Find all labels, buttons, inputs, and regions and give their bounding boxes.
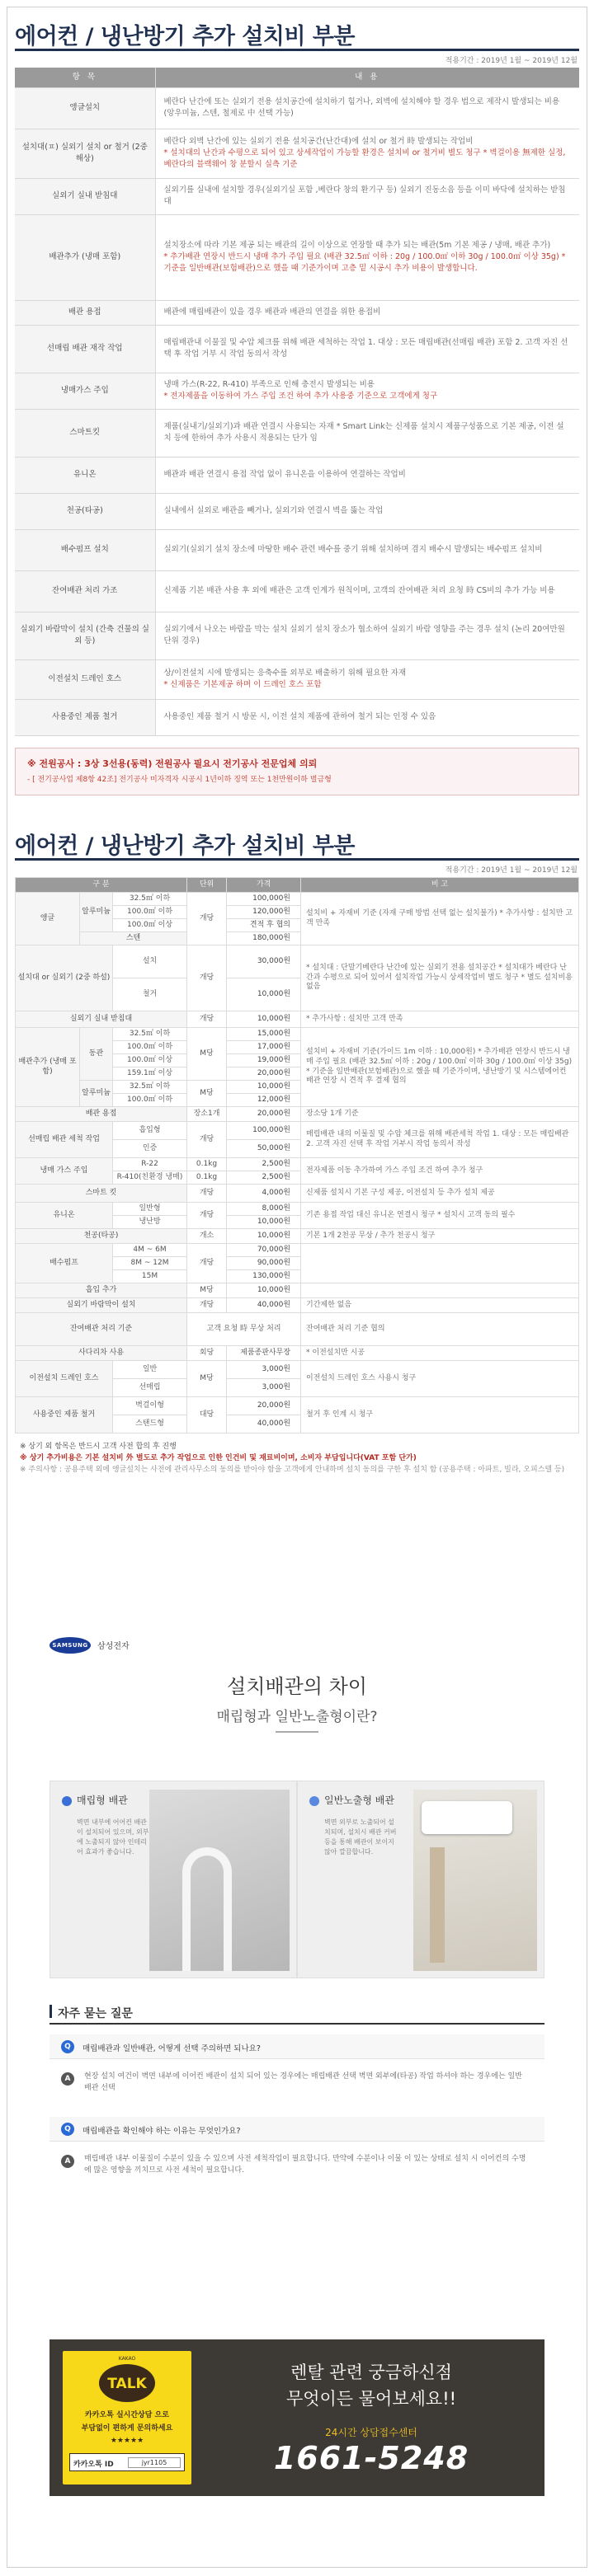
bullet-icon [309, 1796, 319, 1806]
kakao-line-2: 부담없이 편하게 문의하세요 [81, 2424, 173, 2433]
question-text: 매립배관을 확인해야 하는 이유는 무엇인가요? [82, 2127, 241, 2136]
table-row [15, 178, 579, 214]
cell-unit: M당 [187, 1283, 227, 1298]
cell-note: 기본 1개 2천공 무상 / 추가 천공시 청구 [301, 1229, 579, 1244]
cell-note: 이전설치 드레인 호스 사용시 청구 [301, 1361, 579, 1397]
row-desc [155, 300, 579, 325]
cell-category: 배관추가 (냉매 포함) [16, 1028, 80, 1107]
cell-note: * 설치대 : 단말기베란다 난간에 있는 실외기 전용 설치공간 * 설치대가 베란다 난간과 수평으로 되어 있어서 설치작업 가능시 상세작업비 별도 청구 * 별도 설치비용 없음 [301, 945, 579, 1011]
cell-category: 흡입 추가 [16, 1283, 187, 1298]
cell-sub: 스탠드형 [113, 1415, 187, 1433]
cell-unit: 개당 [187, 893, 227, 945]
header-note: 비 고 [301, 878, 579, 893]
power-notice-title: ※ 전원공사 : 3상 3선용(동력) 전원공사 필요시 전기공사 전문업체 의뢰 [27, 758, 318, 769]
cell-price: 제품종판사무장 [227, 1346, 301, 1361]
question-icon: Q [61, 2040, 74, 2053]
row-item: 배수펌프 설치 [15, 529, 155, 570]
kakao-id-box [69, 2453, 185, 2471]
row-item: 스마트킷 [15, 409, 155, 457]
row-item: 천공(타공) [15, 493, 155, 529]
samsung-korean-label: 삼성전자 [97, 1642, 130, 1651]
cell-size: 159.1㎡ 이상 [113, 1067, 187, 1081]
cell-category: 이전설치 드레인 호스 [16, 1361, 113, 1397]
table-row [15, 570, 579, 612]
row-desc [155, 214, 579, 300]
cell-sub: 4M ~ 6M [113, 1244, 187, 1257]
row-desc-text: 상/이전설치 시에 발생되는 응축수를 외부로 배출하기 위해 필요한 자재 [163, 669, 406, 678]
title-divider [276, 1731, 318, 1733]
embedded-pipe-card [50, 1781, 297, 1978]
bullet-icon [62, 1796, 72, 1806]
row-note: * 신제품은 기본제공 하며 이 드레인 호스 포함 [163, 680, 322, 689]
cell-note: 설치비 + 자재비 기준(가이드 1m 이하 : 10,000원) * 추가배관 연장시 반드시 냉매 주입 필요 (배관 32.5㎡ 이하 : 20g / 100.0㎡ 이하 30g / 100.0㎡ 이상 35g) * 기준을 일반배관(보험배관)으로 했을 때 기준가이며, 냉난방기 및 시스템에어컨 배관 연장 시 견적 후 결제 협의 [301, 1028, 579, 1107]
cell-note: 기존 용접 작업 대신 유니온 연결시 청구 * 설치시 고객 동의 필수 [301, 1203, 579, 1229]
faq-marker [50, 2005, 52, 2018]
banner-question-2: 무엇이든 물어보세요!! [285, 2389, 457, 2409]
table-row [15, 409, 579, 457]
answer-icon: A [61, 2072, 74, 2086]
cell-sub: 알루미늄 [80, 893, 113, 932]
row-desc [155, 325, 579, 373]
install-cost-guide [15, 18, 579, 795]
cell-sub: 냉난방 [113, 1216, 187, 1229]
table-row [15, 457, 579, 493]
card-desc: 벽면 내부에 어어컨 배관이 설치되어 있으며, 외부에 노출되지 않아 인테리어 효과가 좋습니다. [77, 1818, 149, 1856]
embedded-pipe-photo [149, 1790, 290, 1971]
table-row [15, 129, 579, 178]
cell-price: 10,000원 [227, 1216, 301, 1229]
row-item: 실외기 바람막이 설치 (간축 건물의 실외 등) [15, 612, 155, 659]
question-icon: Q [61, 2123, 74, 2136]
power-notice-law: - [ 전기공사업 제8항 42조] 전기공사 미자격자 시공시 1년이하 징역 또는 1천만원이하 벌금형 [27, 775, 332, 784]
cell-unit: 개당 [187, 1244, 227, 1283]
cell-price: 20,000원 [227, 1067, 301, 1081]
row-desc [155, 129, 579, 178]
table-row [16, 945, 579, 978]
cell-sub: 철거 [113, 978, 187, 1011]
row-item: 실외기 실내 받침대 [15, 178, 155, 214]
table-row [16, 1107, 579, 1122]
row-note: * 설치대의 난간과 수평으로 되어 있고 상세작업이 가능할 환경은 설치비 or 철거비 별도 청구 * 벽걸이용 無제한 실정, 베란다의 블랙웨어 창 분할시 실측 기준 [163, 148, 566, 169]
table-row [15, 373, 579, 409]
cell-note: 잔여배관 처리 기준 협의 [301, 1313, 579, 1346]
row-desc-text: 실외기를 실내에 설치할 경우(실외기실 포함 ,베란다 창의 환기구 등) 실외기 진동소음 등을 이미 바닥에 설치하는 받침대 [163, 185, 566, 206]
cell-sub: R-410(친환경 냉매) [113, 1171, 187, 1185]
samsung-logo: SAMSUNG [50, 1637, 91, 1654]
apply-date: 적용기간 : 2019년 1월 ~ 2019년 12월 [445, 57, 578, 65]
table-row [16, 1229, 579, 1244]
faq-divider [50, 2023, 544, 2025]
table-row [16, 1028, 579, 1041]
row-desc-text: 제품(실내기/실외기)과 배관 연결시 사용되는 자재 * Smart Link는 신제품 설치시 제품구성품으로 기본 제공, 이전 설치 등에 한하여 추가 사용시 적용되는 단가 임 [163, 422, 564, 443]
power-notice [15, 748, 579, 795]
cell-size: 100.0㎡ 이하 [113, 1094, 187, 1107]
cell-price: 40,000원 [227, 1298, 301, 1313]
exposed-pipe-photo [413, 1790, 537, 1971]
row-desc-text: 사용중인 제품 철거 시 방문 시, 이전 설치 제품에 관하여 철거 되는 인정 수 있음 [163, 712, 436, 722]
cell-price: 3,000원 [227, 1361, 301, 1379]
table-row [16, 1283, 579, 1298]
cell-category: 유니온 [16, 1203, 113, 1229]
table-row [15, 529, 579, 570]
header-content: 내 용 [155, 68, 579, 87]
row-item: 배관추가 (냉매 포함) [15, 214, 155, 300]
table-row [15, 300, 579, 325]
cell-category: 선매립 배관 세척 작업 [16, 1122, 113, 1158]
price-note-2: ※ 상기 추가비용은 기본 설치비 外 별도로 추가 작업으로 인한 인건비 및 재료비이며, 소비자 부담입니다(VAT 포함 단가) [20, 1453, 417, 1462]
cell-price: 견적 후 협의 [227, 919, 301, 932]
faq-question-1[interactable] [50, 2034, 544, 2059]
table-row [15, 325, 579, 373]
cell-sub: 일반형 [113, 1203, 187, 1216]
row-desc [155, 87, 579, 129]
table-row [16, 1203, 579, 1216]
cell-price: 10,000원 [227, 978, 301, 1011]
table-row [16, 1346, 579, 1361]
cell-category: 실외기 바람막이 설치 [16, 1298, 187, 1313]
table-row [16, 1313, 579, 1346]
row-item: 사용중인 제품 철거 [15, 699, 155, 735]
question-text: 매립배관과 일반배관, 어떻게 선택 주의하면 되나요? [82, 2044, 261, 2053]
cell-price: 70,000원 [227, 1244, 301, 1257]
row-desc [155, 493, 579, 529]
header-unit: 단위 [187, 878, 227, 893]
cell-sub: 15M [113, 1270, 187, 1283]
price-table [15, 877, 579, 1433]
row-desc-text: 베란다 난간에 또는 실외기 전용 설치공간에 설치하기 힘거나, 외벽에 설치해야 할 경우 법으로 제작시 발생되는 비용 (앙우미늄, 스텐, 철제로 中 선택 가능) [163, 97, 560, 118]
table-row [16, 1158, 579, 1171]
header-category: 구 분 [16, 878, 187, 893]
cell-price: 3,000원 [227, 1379, 301, 1397]
card-desc: 벽면 외부로 노출되어 설치되며, 설치시 배관 커버 등을 통해 배관이 보이지 않아 깔끔합니다. [324, 1818, 397, 1856]
cell-size: 100.0㎡ 이하 [113, 1041, 187, 1054]
kakao-id-label: 카카오톡 ID [73, 2461, 114, 2469]
faq-answer-1: 현장 설치 여건이 벽면 내부에 이어컨 배관이 설치 되어 있는 경우에는 매립배관 선택 벽면 외부에(타공) 작업 하셔야 하는 경우에는 일반 배관 선택 [84, 2072, 522, 2093]
cell-price: 10,000원 [227, 1283, 301, 1298]
cell-price: 100,000원 [227, 1122, 301, 1140]
cell-category: 천공(타공) [16, 1229, 187, 1244]
table-row [16, 1298, 579, 1313]
row-desc-text: 실외기(실외기 설치 장소에 마땅한 배수 관련 배수를 중기 위해 설치하며 겸지 배수시 발생되는 배수펌프 설치비 [163, 545, 543, 555]
row-item: 설치대(ㅍ) 실외기 설치 or 철거 (2중 해상) [15, 129, 155, 178]
table-row [16, 893, 579, 906]
cell-unit: 개당 [187, 1203, 227, 1229]
cell-unit: 개소 [187, 1229, 227, 1244]
cell-category: 스마트 킷 [16, 1185, 187, 1203]
cell-unit: 개당 [187, 1122, 227, 1158]
price-notes [15, 1442, 579, 1476]
table-row [15, 87, 579, 129]
cell-price: 180,000원 [227, 932, 301, 945]
cell-note: 기간제한 없음 [301, 1298, 579, 1313]
cell-price: 15,000원 [227, 1028, 301, 1041]
cell-note: 매립배관 내의 이물질 및 수압 체크를 위해 배관세척 작업 1. 대상 : 모든 매립배관 2. 고객 자진 선택 후 작업 거부시 작업 동의서 작성 [301, 1122, 579, 1158]
cell-price: 90,000원 [227, 1257, 301, 1270]
phone-number[interactable]: 1661-5248 [273, 2440, 469, 2476]
row-desc-text: 베란다 외벽 난간에 있는 실외기 전용 설치공간(난간대)에 설치 or 철거 時 발생되는 작업비 [163, 137, 474, 147]
pipe-difference-title: 설치배관의 차이 [227, 1675, 367, 1698]
table-row [15, 493, 579, 529]
cell-price: 100,000원 [227, 893, 301, 906]
table-row [15, 659, 579, 699]
pipe-cover-shape [430, 1847, 445, 1963]
row-desc-text: 냉매 가스(R-22, R-410) 부족으로 인해 충전시 발생되는 비용 [163, 380, 375, 390]
cell-sub: 선매립 [113, 1379, 187, 1397]
cell-note: 철거 후 인계 시 청구 [301, 1397, 579, 1433]
star-icons: ★★★★★ [110, 2437, 144, 2445]
call-center-label: 24시간 상담접수센터 [325, 2427, 417, 2438]
row-desc-text: 실외기에서 나오는 바람을 막는 설치 실외기 설치 장소가 협소하여 실외기 바람 영향을 주는 경우 설치 (논리 20여만원 단위 경우) [163, 625, 565, 645]
table-row [16, 1244, 579, 1257]
row-item: 유니온 [15, 457, 155, 493]
header-price: 가격 [227, 878, 301, 893]
cell-category: 설치대 or 실외기 (2중 하설) [16, 945, 113, 1011]
cell-price: 20,000원 [227, 1107, 301, 1122]
cell-sub: 일반 [113, 1361, 187, 1379]
banner-question-1: 렌탈 관련 궁금하신점 [290, 2363, 452, 2382]
cell-category: 배관 용접 [16, 1107, 187, 1122]
cell-category: 냉매 가스 주입 [16, 1158, 113, 1185]
row-item: 앵글설치 [15, 87, 155, 129]
cell-unit: 개당 [187, 1185, 227, 1203]
answer-icon: A [61, 2155, 74, 2168]
row-desc-text: 신제품 기본 배관 사용 후 외에 배관은 고객 인계가 원칙이며, 고객의 잔여배관 처리 요청 時 CS비의 추가 가능 비용 [163, 586, 555, 596]
cell-size: 32.5㎡ 이하 [113, 893, 187, 906]
cell-unit: M당 [187, 1361, 227, 1397]
cell-note: 설치비 + 자재비 기준 (자재 구매 방법 선택 없는 설치불가) * 추가사항 : 설치만 고객 만족 [301, 893, 579, 945]
cell-category: 잔여배관 처리 기준 [16, 1313, 187, 1346]
cell-category: 사다리차 사용 [16, 1346, 187, 1361]
cell-sub: 벽걸이형 [113, 1397, 187, 1415]
kakao-line-1: 카카오톡 실시간상담 으로 [85, 2411, 169, 2419]
aircon-unit-shape [422, 1801, 512, 1834]
cell-unit: M당 [187, 1081, 227, 1107]
cell-note: 신제품 설치시 기본 구성 제공, 이전설치 등 추가 설치 제공 [301, 1185, 579, 1203]
section-title: 에어컨 / 냉난방기 추가 설치비 부분 [15, 18, 579, 51]
row-note: * 전자제품을 이동하여 가스 주입 조건 하여 추가 사용중 기준으로 고객에게 청구 [163, 392, 438, 401]
row-item: 잔여배관 처리 가조 [15, 570, 155, 612]
row-desc [155, 612, 579, 659]
cell-price: 120,000원 [227, 906, 301, 919]
cell-price: 30,000원 [227, 945, 301, 978]
faq-question-2[interactable] [50, 2117, 544, 2142]
header-item: 항 목 [15, 68, 155, 87]
table-row [15, 612, 579, 659]
cell-size: 100.0㎡ 이상 [113, 1054, 187, 1067]
cell-category: 사용중인 제품 철거 [16, 1397, 113, 1433]
cell-size: 32.5㎡ 이하 [113, 1081, 187, 1094]
cell-category: 배수펌프 [16, 1244, 113, 1283]
table-row [15, 214, 579, 300]
cell-price: 8,000원 [227, 1203, 301, 1216]
kakao-label: KAKAO [118, 2356, 136, 2362]
cell-price: 130,000원 [227, 1270, 301, 1283]
table-row [16, 1122, 579, 1140]
cell-sub: 설치 [113, 945, 187, 978]
apply-date: 적용기간 : 2019년 1월 ~ 2019년 12월 [445, 866, 578, 875]
cell-price: 고객 요청 時 무상 처리 [187, 1313, 301, 1346]
faq-title: 자주 묻는 질문 [58, 2007, 133, 2020]
cell-sub: 흡입형 [113, 1122, 187, 1140]
row-desc [155, 659, 579, 699]
table-row [16, 1011, 579, 1028]
pipe-difference-subtitle: 매립형과 일반노출형이란? [216, 1709, 378, 1725]
cell-size: 100.0㎡ 이상 [113, 919, 187, 932]
cell-price: 2,500원 [227, 1158, 301, 1171]
kakao-talk-box[interactable] [63, 2351, 191, 2485]
install-price-table [15, 828, 579, 1476]
cell-sub: 알루미늄 [80, 1081, 113, 1107]
cell-sub: 동관 [80, 1028, 113, 1081]
row-item: 선매립 배관 재작 작업 [15, 325, 155, 373]
table-row [15, 699, 579, 735]
row-desc-text: 설치장소에 따라 기본 제공 되는 배관의 길이 이상으로 연장할 때 추가 되는 배관(5m 기본 제공 / 냉매, 배관 추가) [163, 241, 551, 251]
card-title: 매립형 배관 [77, 1795, 128, 1806]
section-title: 에어컨 / 냉난방기 추가 설치비 부분 [15, 828, 579, 861]
cell-size: 32.5㎡ 이하 [113, 1028, 187, 1041]
price-note-1: ※ 상기 외 항목은 반드시 고객 사전 합의 후 진행 [20, 1443, 177, 1451]
cell-sub: 스텐 [80, 932, 187, 945]
card-title: 일반노출형 배관 [324, 1795, 394, 1806]
cell-note: 장소당 1개 기준 [301, 1107, 579, 1122]
cell-price: 50,000원 [227, 1140, 301, 1158]
cell-unit: 대당 [187, 1397, 227, 1433]
row-desc [155, 178, 579, 214]
price-note-3: ※ 주의사항 : 공용주택 외에 앵글설치는 사전에 관리사무소의 동의를 받아야 함을 고객에게 안내하며 설치 동의를 구한 후 설치 함 (공용주택 : 아파트, 빌라, 오피스텔 등) [20, 1465, 565, 1474]
kakao-bubble-icon [99, 2364, 155, 2402]
table-header [16, 878, 579, 893]
row-desc [155, 373, 579, 409]
faq-answer-2: 매립배관 내부 이물질이 수분이 있을 수 있으며 사전 세척작업이 필요합니다. 만약에 수분이나 이물 이 있는 상태로 설치 시 이어컨의 수명에 많은 영향을 끼치므로 사전 세척이 필요합니다. [84, 2155, 526, 2175]
table-row [16, 1185, 579, 1203]
cell-sub: 인증 [113, 1140, 187, 1158]
row-note: * 추가배관 연장시 반드시 냉매 추가 주입 필요 (배관 32.5㎡ 이하 : 20g / 100.0㎡ 이하 30g / 100.0㎡ 이상 35g) * 기준을 일반배관(보험배관)으로 했을 때 기준가이며 고층 밑 시공시 추가 비용이 발생합니다. [163, 252, 566, 273]
row-desc [155, 570, 579, 612]
cell-unit: 0.1kg [187, 1171, 227, 1185]
row-desc-text: 실내에서 실외로 배관을 빼거나, 실외기와 연결시 벽을 뚫는 작업 [163, 506, 384, 516]
row-desc [155, 529, 579, 570]
cell-unit: 개당 [187, 945, 227, 1011]
cell-unit: 장소1개 [187, 1107, 227, 1122]
cell-note: 전자제품 이동 추가하여 가스 주입 조건 하여 추가 청구 [301, 1158, 579, 1185]
cell-sub: 8M ~ 12M [113, 1257, 187, 1270]
cell-note: * 추가사항 : 설치만 고객 만족 [301, 1011, 579, 1028]
cell-price: 17,000원 [227, 1041, 301, 1054]
row-desc-text: 배관에 매립배관이 있을 경우 배관과 배관의 연결을 위한 용접비 [163, 307, 381, 317]
contact-banner [50, 2339, 544, 2496]
cell-size: 100.0㎡ 이하 [113, 906, 187, 919]
pipe-shape [182, 1847, 232, 1971]
row-item: 배관 용접 [15, 300, 155, 325]
row-item: 냉매가스 주입 [15, 373, 155, 409]
cell-note [301, 1244, 579, 1283]
cell-category: 실외기 실내 받침대 [16, 1011, 187, 1028]
row-desc [155, 699, 579, 735]
cell-price: 19,000원 [227, 1054, 301, 1067]
cell-note: * 이전설치만 시공 [301, 1346, 579, 1361]
row-desc [155, 409, 579, 457]
cell-category: 앵글 [16, 893, 80, 945]
cell-price: 4,000원 [227, 1185, 301, 1203]
cell-unit: 개당 [187, 1011, 227, 1028]
cell-price: 10,000원 [227, 1011, 301, 1028]
row-desc [155, 457, 579, 493]
kakao-id-value[interactable]: jyr1105 [128, 2457, 181, 2468]
cell-price: 10,000원 [227, 1081, 301, 1094]
table-row [16, 1397, 579, 1415]
table-row [16, 1361, 579, 1379]
cell-sub: R-22 [113, 1158, 187, 1171]
row-desc-text: 배관과 배관 연결시 용접 작업 없이 유니온을 이용하여 연결하는 작업비 [163, 470, 406, 480]
row-item: 이전설치 드레인 호스 [15, 659, 155, 699]
table-header [15, 68, 579, 87]
cell-unit: M당 [187, 1028, 227, 1081]
exposed-pipe-card [297, 1781, 544, 1978]
cell-unit: 0.1kg [187, 1158, 227, 1171]
cell-unit: 회당 [187, 1346, 227, 1361]
pipe-info-section [16, 1606, 578, 2576]
cell-price: 40,000원 [227, 1415, 301, 1433]
guide-table [15, 68, 579, 736]
cell-price: 2,500원 [227, 1171, 301, 1185]
cell-note [301, 1283, 579, 1298]
cell-price: 12,000원 [227, 1094, 301, 1107]
kakao-talk-text: TALK [107, 2376, 147, 2392]
cell-unit: 개당 [187, 1298, 227, 1313]
cell-price: 20,000원 [227, 1397, 301, 1415]
row-desc-text: 매립배관내 이물질 및 수압 체크를 위해 배관 세척하는 작업 1. 대상 : 모든 매립배관(선매립 배관) 포함 2. 고객 자진 선택 후 작업 거부 시 작업 동의서 작성 [163, 338, 568, 359]
cell-price: 10,000원 [227, 1229, 301, 1244]
